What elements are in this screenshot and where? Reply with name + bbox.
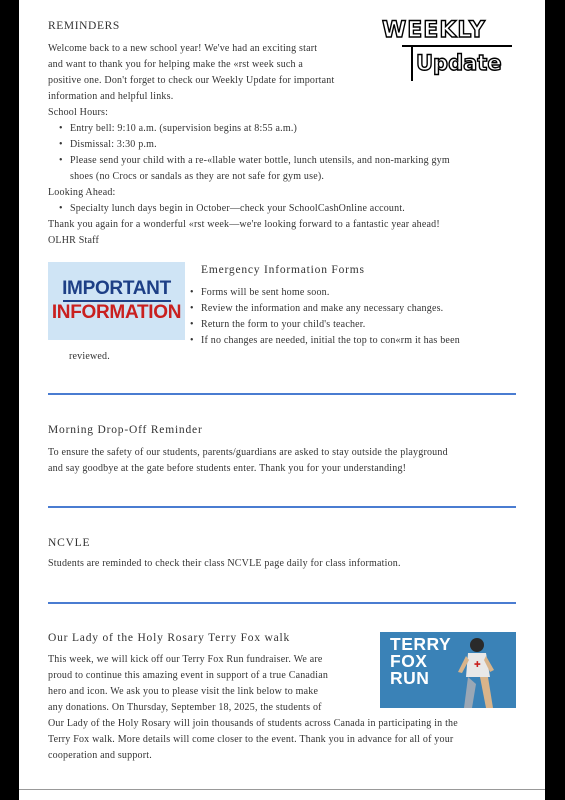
emergency-list (201, 285, 521, 349)
intro-line: information and helpful links. (48, 91, 174, 102)
list-item: • Forms will be sent home soon. (201, 285, 521, 301)
terryfox-heading: Our Lady of the Holy Rosary Terry Fox walk (48, 632, 291, 644)
runner-silhouette-icon (380, 632, 516, 708)
list-item: • If no changes are needed, initial the top to con«rm it has been (201, 333, 521, 349)
page-bottom-edge (19, 789, 545, 790)
text-line: This week, we will kick off our Terry Fox Run fundraiser. We are (48, 654, 323, 665)
looking-ahead-label: Looking Ahead: (48, 187, 116, 198)
important-information-image (48, 262, 185, 340)
text-line: To ensure the safety of our students, parents/guardians are asked to stay outside the playground (48, 447, 448, 458)
school-hours-list (70, 121, 520, 169)
list-item: • Entry bell: 9:10 a.m. (supervision begins at 8:55 a.m.) (70, 121, 520, 137)
section-divider (48, 602, 516, 604)
logo-arrow-stem (411, 45, 413, 81)
text-line: and say goodbye at the gate before students enter. Thank you for your understanding! (48, 463, 407, 474)
image-word: FOX (390, 651, 428, 671)
list-item: • Please send your child with a re-«llable water bottle, lunch utensils, and non-marking gym (70, 153, 520, 169)
list-item: • Dismissal: 3:30 p.m. (70, 137, 520, 153)
text-line: hero and icon. We ask you to please visit the link below to make (48, 686, 319, 697)
text-line: Our Lady of the Holy Rosary will join thousands of students across Canada in participating in the (48, 718, 458, 729)
dropoff-text (48, 445, 523, 477)
signature: OLHR Staff (48, 235, 99, 246)
list-item: • Return the form to your child's teacher. (201, 317, 521, 333)
looking-ahead-list (70, 201, 510, 217)
section-divider (48, 393, 516, 395)
left-border (0, 0, 19, 800)
important-word: IMPORTANT (62, 278, 171, 299)
intro-line: Welcome back to a new school year! We've had an exciting start (48, 43, 318, 54)
reminders-heading: REMINDERS (48, 20, 120, 32)
intro-line: positive one. Don't forget to check our Weekly Update for important (48, 75, 335, 86)
text-line: Terry Fox walk. More details will come closer to the event. Thank you in advance for all of your (48, 734, 454, 745)
list-item-continuation: shoes (no Crocs or sandals as they are not safe for gym use). (70, 171, 325, 182)
svg-text:✚: ✚ (474, 660, 481, 669)
image-word: RUN (390, 668, 430, 688)
text-line: any donations. On Thursday, September 18, 2025, the students of (48, 702, 322, 713)
emergency-heading: Emergency Information Forms (201, 264, 365, 276)
right-border (545, 0, 565, 800)
text-line: proud to continue this amazing event in support of a true Canadian (48, 670, 329, 681)
list-item: • Specialty lunch days begin in October—check your SchoolCashOnline account. (70, 201, 510, 217)
terry-fox-run-image (380, 632, 516, 708)
thanks-text: Thank you again for a wonderful «rst week—we're looking forward to a fantastic year ahead! (48, 219, 440, 230)
logo-weekly-text: WEEKLY (382, 18, 486, 43)
dropoff-heading: Morning Drop-Off Reminder (48, 424, 203, 436)
logo-update-text: Update (416, 51, 502, 75)
ncvle-heading: NCVLE (48, 537, 91, 549)
school-hours-label: School Hours: (48, 107, 109, 118)
text-line: cooperation and support. (48, 750, 152, 761)
information-word: INFORMATION (51, 302, 182, 323)
image-word: TERRY (390, 634, 452, 654)
list-item-continuation: reviewed. (69, 351, 110, 362)
reminders-intro (48, 41, 388, 121)
list-item: • Review the information and make any necessary changes. (201, 301, 521, 317)
logo-underline (402, 45, 512, 47)
ncvle-text: Students are reminded to check their class NCVLE page daily for class information. (48, 558, 401, 569)
section-divider (48, 506, 516, 508)
intro-line: and want to thank you for helping make the «rst week such a (48, 59, 304, 70)
